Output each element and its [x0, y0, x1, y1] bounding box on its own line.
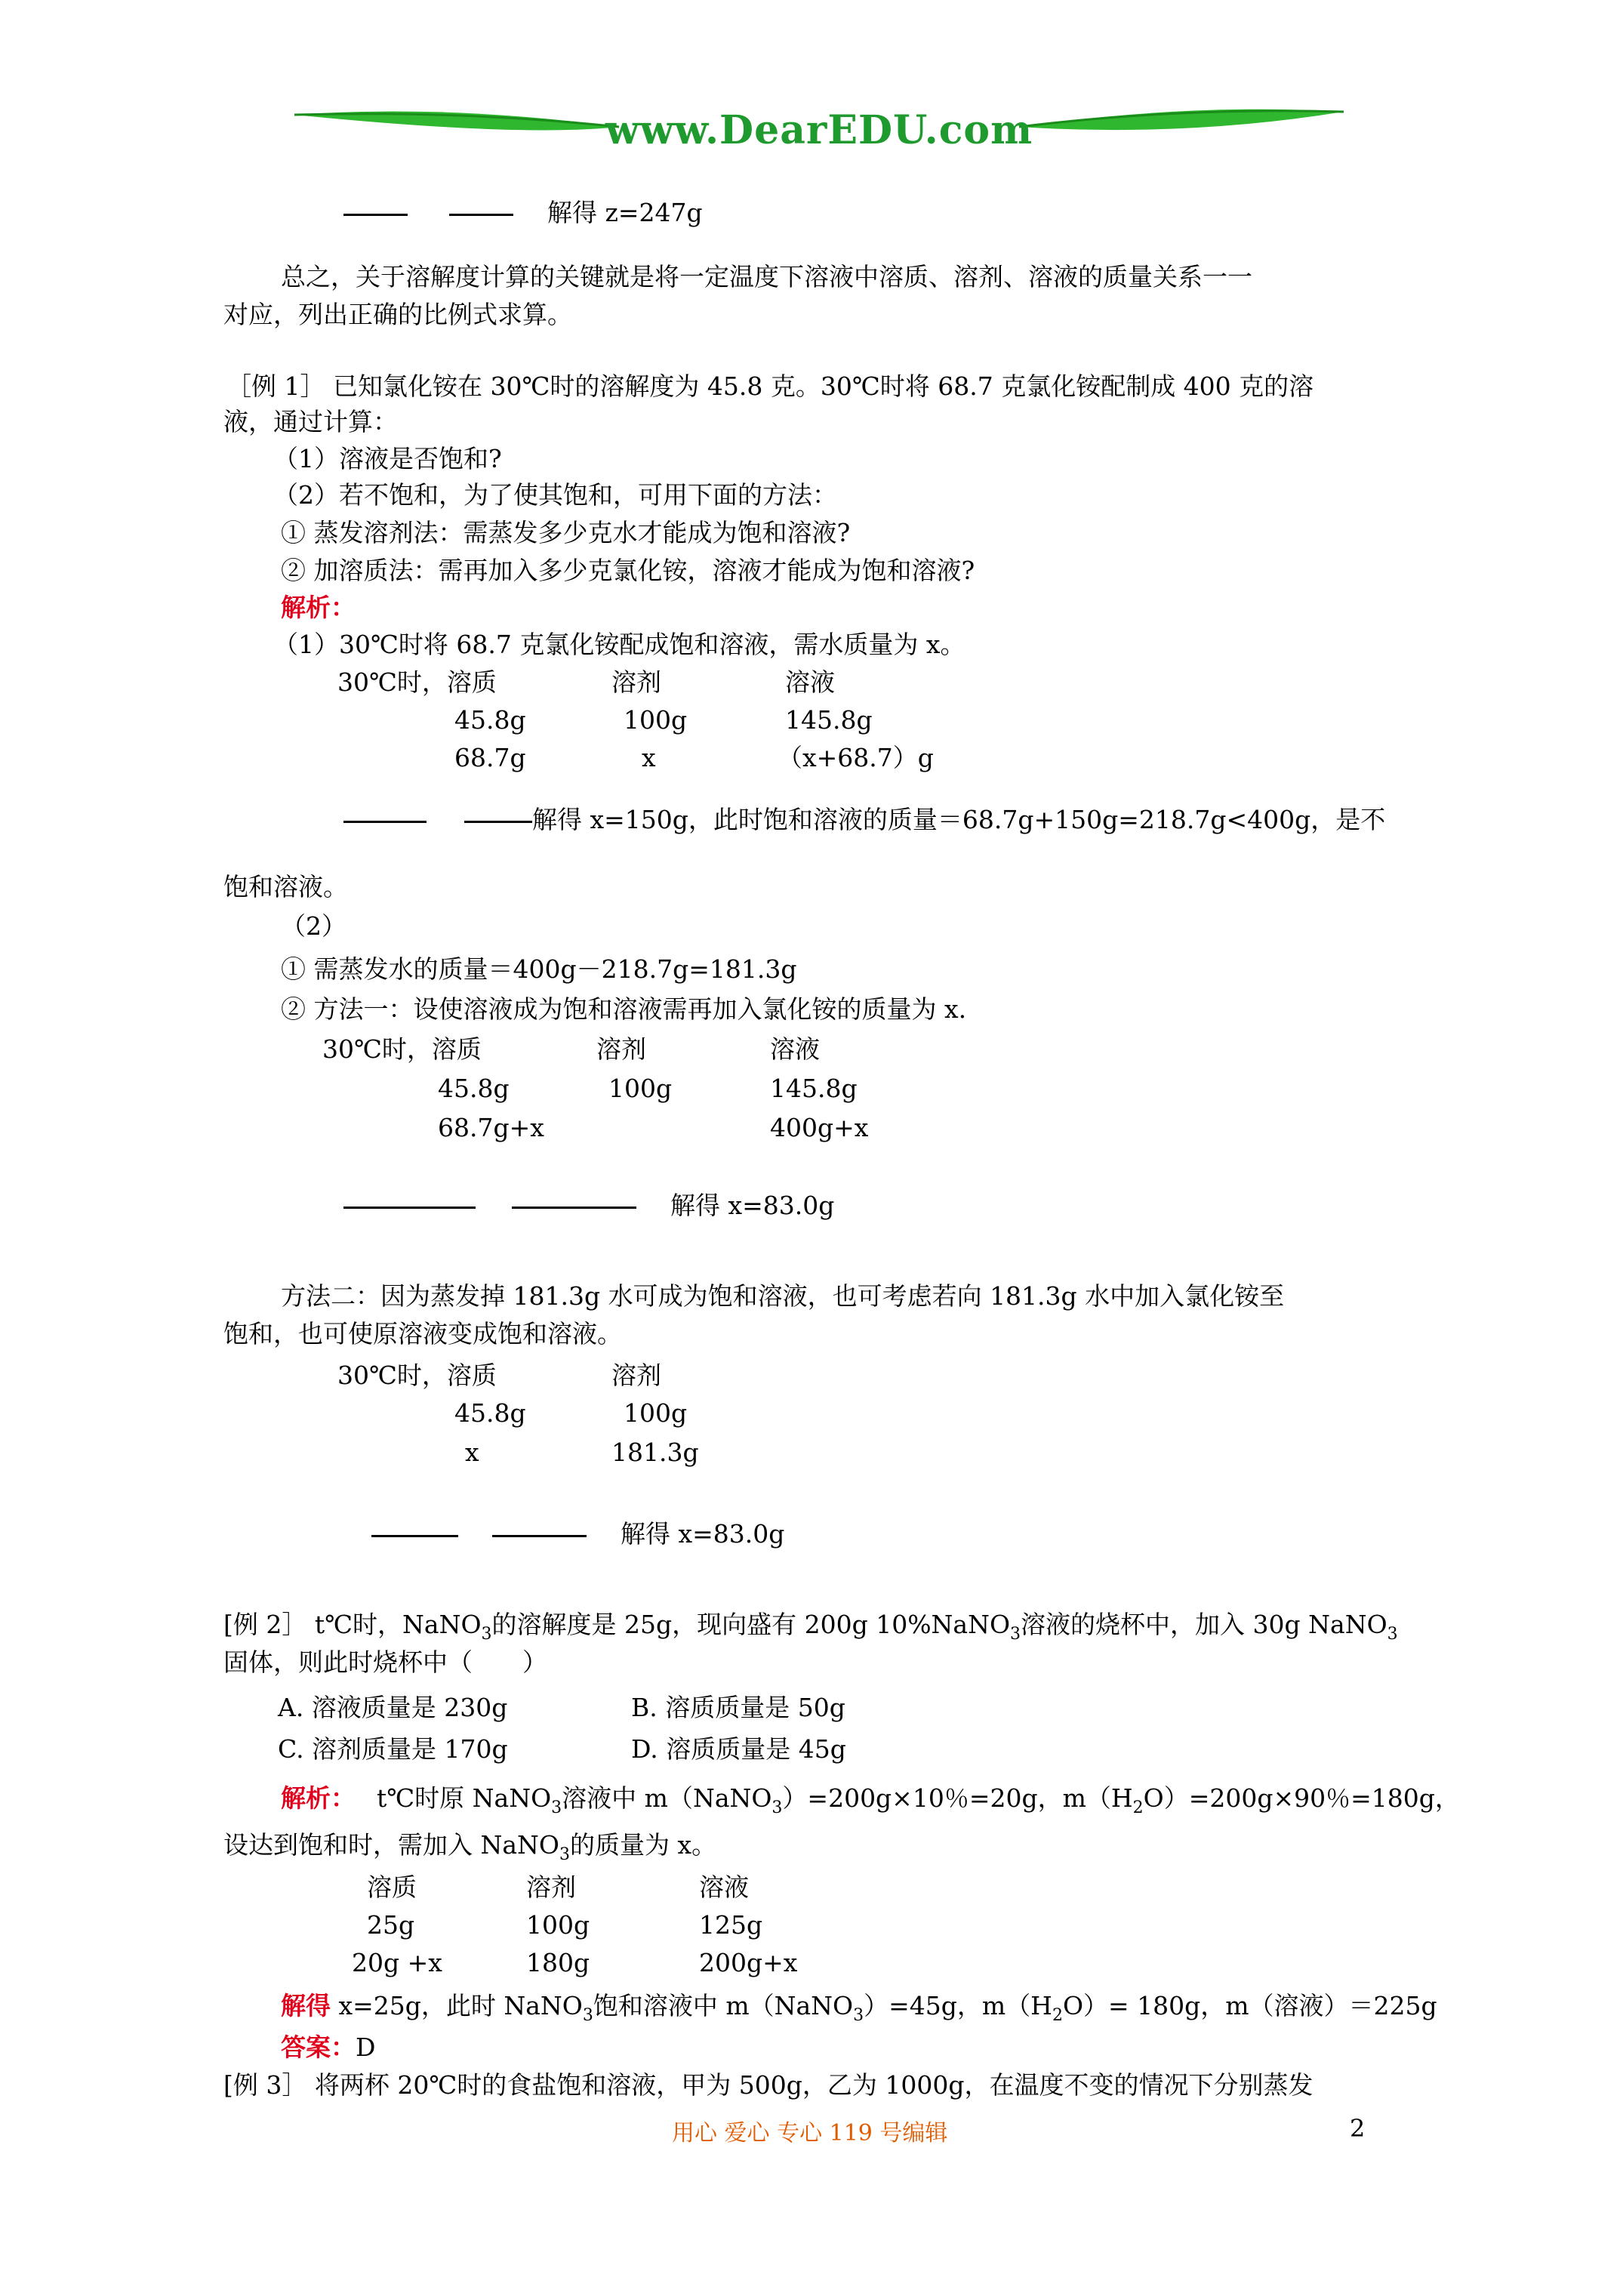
example-2-question-cont: 固体，则此时烧杯中（ ）	[223, 1647, 547, 1677]
table-1-cell: 45.8g	[454, 705, 526, 735]
table-2-cell: 400g+x	[770, 1113, 869, 1142]
table-4-cell: 20g +x	[352, 1948, 442, 1977]
analysis-line-1: （1）30℃时将 68.7 克氯化铵配成饱和溶液，需水质量为 x。	[273, 630, 965, 659]
table-4-cell: 180g	[526, 1948, 590, 1977]
text: ）=45g，m（H	[864, 1991, 1052, 2020]
example-2-solution	[281, 1989, 1437, 2032]
subscript: 3	[1010, 1625, 1021, 1644]
solution-line	[343, 1189, 834, 1222]
solution-line-cont: 饱和溶液。	[223, 872, 348, 901]
text: 的质量为 x。	[569, 1830, 717, 1860]
text: [例 2］ t℃时，NaNO	[223, 1610, 482, 1639]
example-1-question: ［例 1］ 已知氯化铵在 30℃时的溶解度为 45.8 克。30℃时将 68.7 克氯化铵配制成 400 克的溶	[226, 371, 1314, 401]
part-2-label: （2）	[281, 911, 346, 941]
table-1-cell: 30℃时，溶质	[337, 667, 497, 697]
solution-line	[371, 1518, 784, 1551]
part-2-step-2: ② 方法一：设使溶液成为饱和溶液需再加入氯化铵的质量为 x.	[281, 994, 967, 1024]
analysis-label: 解析：	[281, 593, 356, 622]
text: 解得 x=83.0g	[621, 1519, 785, 1549]
table-1-cell: 100g	[624, 705, 688, 735]
table-3-cell: 30℃时，溶质	[337, 1361, 497, 1390]
subscript: 2	[1052, 2006, 1063, 2025]
table-3-cell: 45.8g	[454, 1398, 526, 1428]
table-1-cell: x	[642, 743, 656, 772]
table-1-cell: 68.7g	[454, 743, 526, 772]
table-2-cell: 100g	[608, 1074, 673, 1103]
table-2-cell: 145.8g	[770, 1074, 858, 1103]
answer-value: D	[356, 2032, 376, 2062]
footer-text: 用心 爱心 专心 119 号编辑	[672, 2120, 948, 2147]
option-b: B. 溶质质量是 50g	[631, 1693, 845, 1722]
question-part-1: （1）溶液是否饱和?	[273, 444, 502, 473]
example-2-analysis	[281, 1782, 1460, 1825]
text: 设达到饱和时，需加入 NaNO	[223, 1830, 559, 1860]
table-1-cell: 145.8g	[785, 705, 873, 735]
part-2-step-1: ① 需蒸发水的质量＝400g－218.7g=181.3g	[281, 954, 797, 984]
example-2-question	[223, 1608, 1398, 1651]
table-4-cell: 100g	[526, 1910, 590, 1940]
table-2-cell: 68.7g+x	[438, 1113, 544, 1142]
table-2-cell: 30℃时，溶质	[322, 1034, 482, 1064]
subscript: 3	[771, 1798, 783, 1817]
method-2: ② 加溶质法：需再加入多少克氯化铵，溶液才能成为饱和溶液?	[281, 556, 975, 585]
subscript: 3	[1387, 1625, 1398, 1644]
table-1-cell: （x+68.7）g	[778, 743, 934, 772]
option-c: C. 溶剂质量是 170g	[278, 1734, 508, 1764]
page-number: 2	[1350, 2114, 1366, 2143]
example-2-analysis-cont	[223, 1829, 716, 1872]
table-3-cell: x	[465, 1438, 479, 1467]
subscript: 3	[582, 2006, 593, 2025]
solution-line	[343, 803, 1385, 837]
question-part-2: （2）若不饱和，为了使其饱和，可用下面的方法：	[273, 480, 837, 510]
text: O）= 180g，m（溶液）＝225g	[1062, 1991, 1437, 2020]
table-4-cell: 125g	[699, 1910, 763, 1940]
option-d: D. 溶质质量是 45g	[631, 1734, 846, 1764]
text: 解得 x=83.0g	[670, 1191, 835, 1220]
table-1-cell: 溶液	[785, 667, 835, 697]
text: O）=200g×90％=180g，	[1143, 1783, 1460, 1813]
text: 解得 z=247g	[547, 198, 703, 227]
table-3-cell: 溶剂	[611, 1361, 661, 1390]
solution-line	[343, 196, 703, 230]
table-2-cell: 溶剂	[596, 1034, 646, 1064]
text: 的溶解度是 25g，现向盛有 200g 10%NaNO	[491, 1610, 1011, 1639]
table-3-cell: 100g	[624, 1398, 688, 1428]
site-logo-text: www.DearEDU.com	[605, 107, 1033, 153]
option-a: A. 溶液质量是 230g	[278, 1693, 508, 1722]
table-4-cell: 溶质	[367, 1872, 417, 1902]
subscript: 2	[1132, 1798, 1144, 1817]
text: 解得 x=150g，此时饱和溶液的质量＝68.7g+150g=218.7g<400g，是不	[532, 805, 1386, 834]
method-1: ① 蒸发溶剂法：需蒸发多少克水才能成为饱和溶液?	[281, 518, 851, 547]
method-2-paragraph: 方法二：因为蒸发掉 181.3g 水可成为饱和溶液，也可考虑若向 181.3g 水中加入氯化铵至	[281, 1281, 1285, 1311]
solution-label: 解得	[281, 1991, 331, 2020]
method-2-paragraph-cont: 饱和，也可使原溶液变成饱和溶液。	[223, 1319, 622, 1348]
text: t℃时原 NaNO	[377, 1783, 552, 1813]
text: 饱和溶液中 m（NaNO	[593, 1991, 854, 2020]
text: x=25g，此时 NaNO	[331, 1991, 583, 2020]
table-4-cell: 溶剂	[526, 1872, 576, 1902]
text: ）=200g×10％=20g，m（H	[782, 1783, 1133, 1813]
table-2-cell: 45.8g	[438, 1074, 510, 1103]
paragraph-summary: 总之，关于溶解度计算的关键就是将一定温度下溶液中溶质、溶剂、溶液的质量关系一一	[281, 262, 1252, 291]
table-1-cell: 溶剂	[611, 667, 661, 697]
subscript: 3	[853, 2006, 864, 2025]
table-4-cell: 25g	[367, 1910, 415, 1940]
subscript: 3	[551, 1798, 562, 1817]
example-1-question-cont: 液，通过计算：	[223, 407, 398, 436]
subscript: 3	[481, 1625, 492, 1644]
header-banner	[294, 91, 1344, 162]
answer-label: 答案：	[281, 2032, 356, 2062]
example-3-question: [例 3］ 将两杯 20℃时的食盐饱和溶液，甲为 500g，乙为 1000g，在温度不变的情况下分别蒸发	[223, 2070, 1313, 2100]
table-4-cell: 200g+x	[699, 1948, 798, 1977]
text: 溶液中 m（NaNO	[562, 1783, 772, 1813]
example-2-answer	[281, 2031, 375, 2064]
analysis-label: 解析：	[281, 1783, 356, 1813]
subscript: 3	[559, 1845, 570, 1864]
table-3-cell: 181.3g	[611, 1438, 699, 1467]
table-4-cell: 溶液	[699, 1872, 749, 1902]
paragraph-summary-cont: 对应，列出正确的比例式求算。	[223, 300, 572, 329]
table-2-cell: 溶液	[770, 1034, 820, 1064]
text: 溶液的烧杯中，加入 30g NaNO	[1021, 1610, 1387, 1639]
